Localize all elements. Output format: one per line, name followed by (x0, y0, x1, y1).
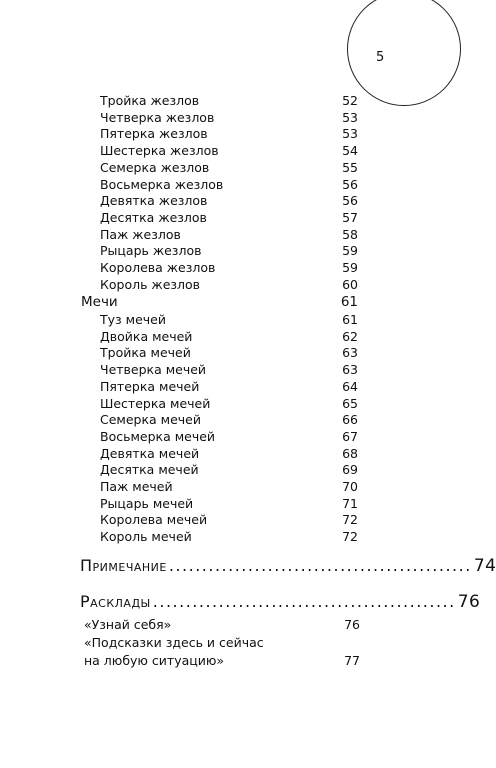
spread-title-line1: «Подсказки здесь и сейчас (84, 635, 264, 650)
toc-entry-page: 62 (342, 328, 358, 344)
toc-entry-page: 58 (342, 226, 358, 242)
spread-title-line2: на любую ситуацию» (84, 653, 225, 668)
toc-entry[interactable] (0, 511, 443, 528)
toc-entry-title: Рыцарь жезлов (100, 243, 202, 259)
toc-entry-page: 54 (342, 143, 358, 159)
toc-entry[interactable] (0, 259, 443, 276)
toc-entry-title: Шестерка жезлов (100, 143, 219, 159)
toc-entry[interactable] (0, 361, 443, 378)
toc-entry-page: 56 (342, 176, 358, 192)
toc-entry-page: 63 (342, 345, 358, 361)
toc-chapter-spreads[interactable] (80, 590, 481, 614)
spread-title: «Узнай себя» (84, 617, 172, 632)
toc-entry[interactable] (0, 445, 443, 462)
chapter-page: 74 (473, 556, 496, 576)
toc-entry[interactable] (0, 109, 443, 126)
page-number: 5 (376, 50, 385, 65)
toc-entry[interactable] (0, 328, 443, 345)
toc-section-page: 61 (340, 294, 358, 310)
toc-section-swords[interactable] (0, 294, 443, 311)
toc-entry[interactable] (0, 461, 443, 478)
toc-entry-page: 56 (342, 193, 358, 209)
toc-entry[interactable] (0, 142, 443, 159)
toc-entry[interactable] (0, 209, 443, 226)
toc-entry[interactable] (0, 159, 443, 176)
chapter-page: 76 (457, 592, 481, 612)
toc-entry-title: Семерка жезлов (100, 159, 210, 175)
toc-entry[interactable] (0, 226, 443, 243)
toc-entry-title: Королева мечей (100, 512, 208, 528)
toc-entry-title: Четверка мечей (100, 362, 207, 378)
spread-page: 77 (344, 653, 360, 668)
toc-entry-page: 57 (342, 209, 358, 225)
toc-entry[interactable] (0, 378, 443, 395)
toc-entry-title: Десятка жезлов (100, 209, 207, 225)
toc-entry-page: 72 (342, 529, 358, 545)
toc-entry-page: 65 (342, 395, 358, 411)
toc-entry[interactable] (0, 92, 443, 109)
toc-entry-page: 67 (342, 428, 358, 444)
toc-spread-item[interactable] (84, 616, 360, 633)
toc-entry-title: Королева жезлов (100, 260, 216, 275)
toc-entry-page: 60 (342, 276, 358, 292)
toc-entry-title: Король мечей (100, 529, 192, 545)
toc-entry-title: Десятка мечей (100, 462, 199, 478)
toc-entry-page: 61 (342, 312, 358, 327)
toc-entry-page: 69 (342, 462, 358, 478)
toc-entry-title: Тройка мечей (100, 345, 191, 361)
toc-entry-page: 59 (342, 243, 358, 259)
toc-entry-title: Четверка жезлов (100, 109, 215, 125)
chapter-leader-dots: .............................................. (152, 592, 456, 611)
toc-entry-page: 71 (342, 495, 358, 511)
chapter-title: Расклады (80, 592, 151, 611)
toc-entry-title: Рыцарь мечей (100, 495, 194, 511)
toc-entry-title: Тройка жезлов (100, 93, 200, 108)
toc-entry-title: Пятерка жезлов (100, 126, 208, 142)
toc-entry[interactable] (0, 528, 443, 545)
toc-entry-page: 63 (342, 362, 358, 378)
toc-entry-page: 72 (342, 512, 358, 528)
toc-entry-page: 53 (342, 126, 358, 142)
chapter-leader-dots: .............................................. (168, 556, 472, 575)
toc-entry[interactable] (0, 242, 443, 259)
toc-entry[interactable] (0, 125, 443, 142)
toc-entry[interactable] (0, 311, 443, 328)
toc-entry-title: Шестерка мечей (100, 395, 211, 411)
toc-entry-title: Двойка мечей (100, 328, 193, 344)
toc-entry-page: 66 (342, 412, 358, 428)
toc-spread-item[interactable] (84, 634, 360, 668)
toc-entry-title: Король жезлов (100, 276, 201, 292)
toc-entry-title: Паж жезлов (100, 226, 181, 242)
toc-entry-page: 55 (342, 159, 358, 175)
toc-entry-title: Паж мечей (100, 479, 173, 494)
chapter-title: Примечание (80, 556, 167, 575)
toc-section-title: Мечи (81, 294, 118, 310)
toc-entry[interactable] (0, 192, 443, 209)
toc-entry-page: 53 (342, 109, 358, 125)
toc-entry-title: Туз мечей (100, 312, 166, 327)
toc-entry-page: 70 (342, 479, 358, 494)
toc-entry-title: Девятка мечей (100, 445, 200, 461)
toc-entry[interactable] (0, 411, 443, 428)
toc-entry-page: 59 (342, 260, 358, 275)
toc-entry[interactable] (0, 176, 443, 193)
toc-entry[interactable] (0, 276, 443, 293)
toc-entry-page: 52 (342, 93, 358, 108)
toc-entry[interactable] (0, 428, 443, 445)
toc-entry[interactable] (0, 344, 443, 361)
toc-chapter-notes[interactable] (80, 554, 496, 578)
toc-entry-title: Восьмерка мечей (100, 428, 216, 444)
toc-entry-title: Восьмерка жезлов (100, 176, 224, 192)
toc-entry-page: 64 (342, 378, 358, 394)
page-number-circle (347, 0, 461, 106)
toc-entry-title: Семерка мечей (100, 412, 201, 428)
spread-page: 76 (344, 617, 360, 632)
toc-entry[interactable] (0, 478, 443, 495)
toc-entry[interactable] (0, 395, 443, 412)
toc-entry[interactable] (0, 495, 443, 512)
toc-entry-page: 68 (342, 445, 358, 461)
toc-entry-title: Девятка жезлов (100, 193, 208, 209)
toc-entry-title: Пятерка мечей (100, 378, 200, 394)
